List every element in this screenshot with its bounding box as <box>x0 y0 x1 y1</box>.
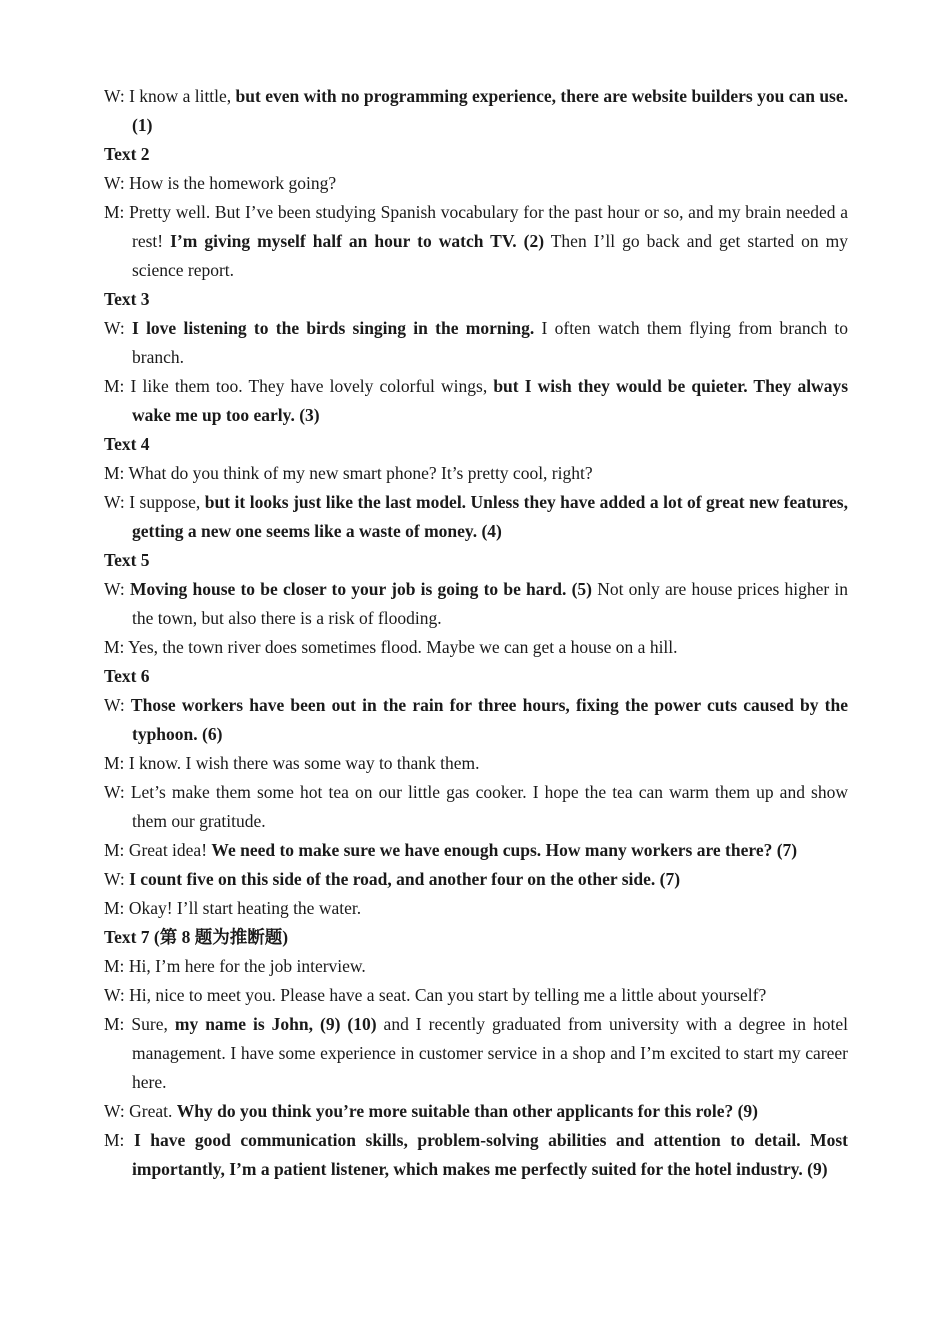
dialogue-text: Okay! I’ll start heating the water. <box>124 898 362 918</box>
dialogue-line <box>104 865 848 894</box>
key-answer-text: Moving house to be closer to your job is going to be hard. (5) <box>129 579 593 599</box>
key-answer-text: We need to make sure we have enough cups. How many workers are there? (7) <box>211 840 798 860</box>
speaker-label: W: <box>104 985 125 1005</box>
speaker-label: M: <box>104 1014 125 1034</box>
key-answer-text: I’m giving myself half an hour to watch TV. (2) <box>170 231 545 251</box>
key-answer-text: but even with no programming experience, there are website builders you can use. (1) <box>132 86 849 135</box>
key-answer-text: I love listening to the birds singing in the morning. <box>132 318 535 338</box>
dialogue-text: How is the homework going? <box>124 173 337 193</box>
speaker-label: M: <box>104 753 125 773</box>
dialogue-text: Hi, nice to meet you. Please have a seat. Can you start by telling me a little about yourself? <box>124 985 767 1005</box>
dialogue-line <box>104 1010 848 1097</box>
speaker-label: W: <box>104 782 125 802</box>
dialogue-line <box>104 836 848 865</box>
speaker-label: M: <box>104 637 125 657</box>
dialogue-text: What do you think of my new smart phone? It’s pretty cool, right? <box>124 463 593 483</box>
speaker-label: W: <box>104 869 125 889</box>
dialogue-text: I like them too. They have lovely colorful wings, <box>124 376 494 396</box>
dialogue-text: Not only are house prices higher in the town, but also there is a risk of flooding. <box>132 579 849 628</box>
dialogue-line <box>104 981 848 1010</box>
transcript-page <box>104 82 848 1184</box>
speaker-label: M: <box>104 1130 125 1150</box>
speaker-label: W: <box>104 173 125 193</box>
dialogue-text: Sure, <box>124 1014 175 1034</box>
section-heading: Text 2 <box>104 144 150 164</box>
speaker-label: W: <box>104 695 125 715</box>
section-heading: Text 6 <box>104 666 150 686</box>
dialogue-line <box>104 459 848 488</box>
dialogue-line <box>104 633 848 662</box>
key-answer-text: Why do you think you’re more suitable than other applicants for this role? (9) <box>176 1101 759 1121</box>
dialogue-text: I suppose, <box>124 492 205 512</box>
section-heading: Text 4 <box>104 434 150 454</box>
speaker-label: M: <box>104 376 125 396</box>
speaker-label: M: <box>104 956 125 976</box>
speaker-label: M: <box>104 202 125 222</box>
dialogue-text: and I recently graduated from university with a degree in hotel management. I have some experience in customer service in a shop and I’m excited to start my career here. <box>132 1014 849 1092</box>
dialogue-text: Let’s make them some hot tea on our little gas cooker. I hope the tea can warm them up and show them our gratitude. <box>124 782 848 831</box>
dialogue-line <box>104 894 848 923</box>
dialogue-text: I often watch them flying from branch to branch. <box>132 318 848 367</box>
speaker-label: W: <box>104 86 125 106</box>
dialogue-line <box>104 691 848 749</box>
speaker-label: M: <box>104 463 125 483</box>
dialogue-line <box>104 778 848 836</box>
dialogue-text: Then I’ll go back and get started on my science report. <box>132 231 848 280</box>
key-answer-text: I count five on this side of the road, and another four on the other side. (7) <box>129 869 681 889</box>
dialogue-line <box>104 169 848 198</box>
dialogue-text <box>124 1130 134 1150</box>
dialogue-text: Great. <box>124 1101 177 1121</box>
dialogue-line <box>104 82 848 140</box>
key-answer-text: my name is John, (9) (10) <box>174 1014 377 1034</box>
key-answer-text: but it looks just like the last model. Unless they have added a lot of great new features, getting a new one seems like a waste of money. (4) <box>132 492 848 541</box>
section-heading: Text 7 (第 8 题为推断题) <box>104 927 289 947</box>
dialogue-line <box>104 372 848 430</box>
speaker-label: M: <box>104 898 125 918</box>
key-answer-text: Those workers have been out in the rain for three hours, fixing the power cuts caused by the typhoon. (6) <box>130 695 849 744</box>
dialogue-text: Hi, I’m here for the job interview. <box>124 956 366 976</box>
dialogue-text: Pretty well. But I’ve been studying Spanish vocabulary for the past hour or so, and my brain needed a rest! <box>124 202 848 251</box>
key-answer-text: I have good communication skills, problem-solving abilities and attention to detail. Most importantly, I’m a patient listener, which makes me perfectly suited for the hotel industry. (9) <box>132 1130 849 1179</box>
dialogue-text: Great idea! <box>124 840 212 860</box>
section-heading: Text 5 <box>104 550 150 570</box>
section-heading: Text 3 <box>104 289 150 309</box>
dialogue-line <box>104 749 848 778</box>
dialogue-line <box>104 952 848 981</box>
speaker-label: W: <box>104 1101 125 1121</box>
dialogue-line <box>104 314 848 372</box>
key-answer-text: but I wish they would be quieter. They always wake me up too early. (3) <box>132 376 848 425</box>
dialogue-line <box>104 198 848 285</box>
speaker-label: W: <box>104 318 125 338</box>
dialogue-line <box>104 575 848 633</box>
dialogue-text: I know. I wish there was some way to thank them. <box>124 753 480 773</box>
dialogue-text: I know a little, <box>124 86 236 106</box>
dialogue-text <box>125 318 132 338</box>
speaker-label: W: <box>104 492 125 512</box>
speaker-label: M: <box>104 840 125 860</box>
dialogue-line <box>104 488 848 546</box>
dialogue-text: Yes, the town river does sometimes flood. Maybe we can get a house on a hill. <box>124 637 678 657</box>
speaker-label: W: <box>104 579 125 599</box>
dialogue-line <box>104 1126 848 1184</box>
dialogue-line <box>104 1097 848 1126</box>
